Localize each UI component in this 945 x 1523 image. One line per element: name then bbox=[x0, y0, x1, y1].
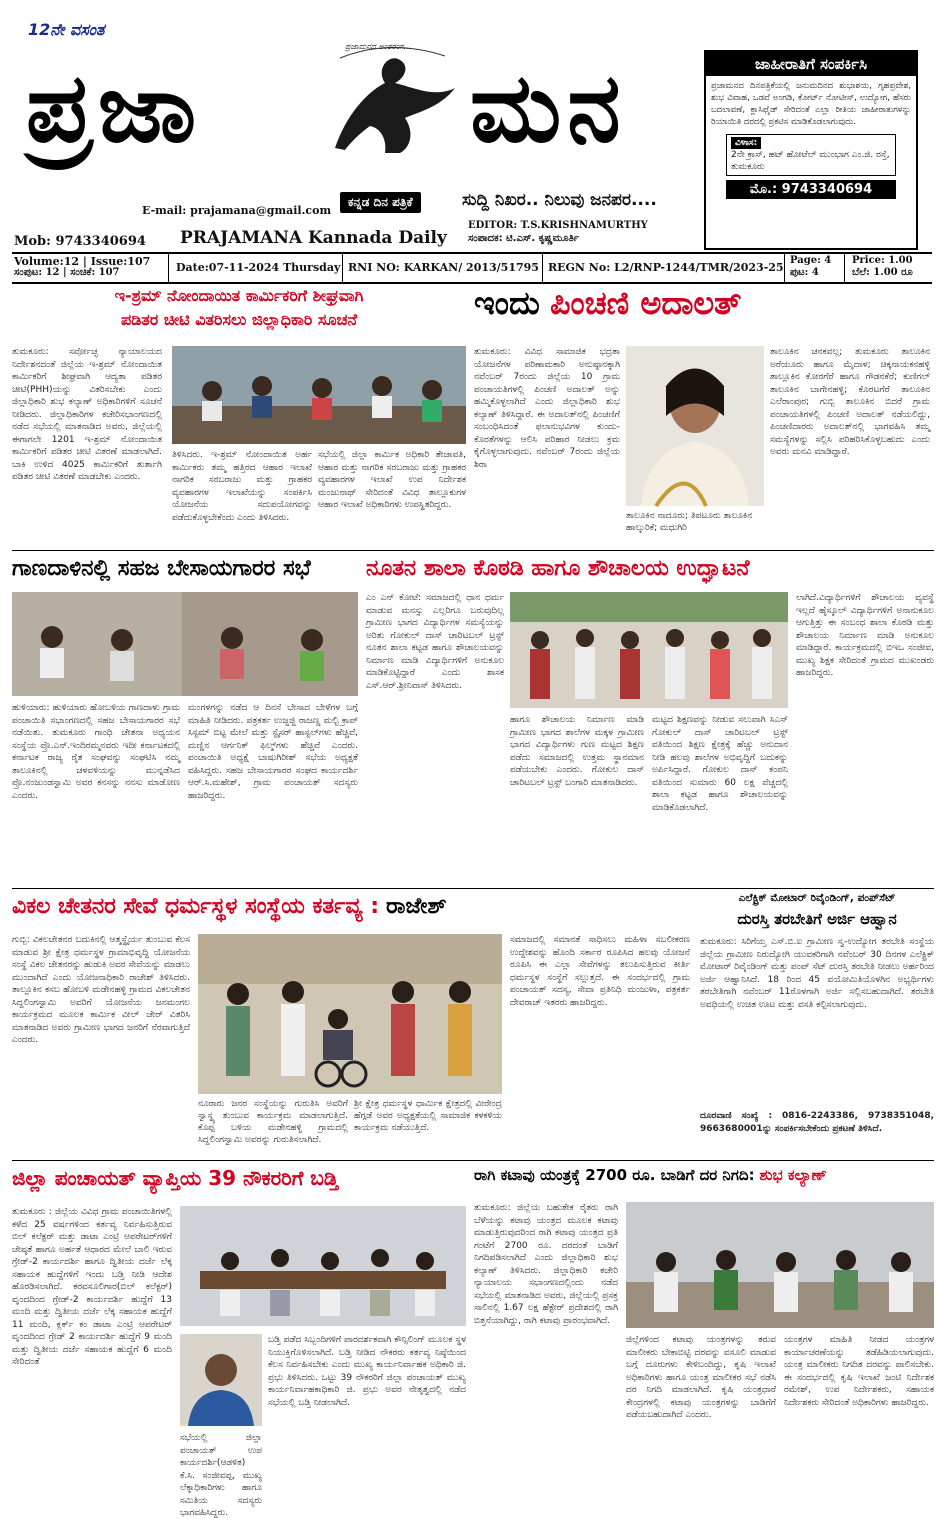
article-body: ತುಮಕೂರು: ವಿವಿಧ ಸಾಮಾಜಿಕ ಭದ್ರತಾ ಯೋಜನೆಗಳ ಪರಿಣಾಮಕಾರಿ ಅನುಷ್ಠಾನಕ್ಕಾಗಿ ನವೆಂಬರ್ 7ರಂದು ಜಿಲ್ಲೆಯ 10 ಗ್ರಾಮ ಪಂಚಾಯತಿಗಳಲ್ಲಿ ಪಿಂಚಣಿ ಅದಾಲತ್ ಅನ್ನು ಹಮ್ಮಿಕೊಳ್ಳಲಾಗಿದೆ ಎಂದು ಜಿಲ್ಲಾಧಿಕಾರಿ ಶುಭ ಕಲ್ಯಾಣ್ ತಿಳಿಸಿದ್ದಾರೆ. ಈ ಅದಾಲತ್‌ನಲ್ಲಿ ಪಿಂಚಣಿಗೆ ಸಂಬಂಧಿಸಿದಂತೆ ಫಲಾನುಭವಿಗಳ ಕುಂದು-ಕೊರತೆಗಳನ್ನು ಆಲಿಸಿ ಪರಿಹಾರ ನೀಡಲು ಕ್ರಮ ಕೈಗೊಳ್ಳಲಾಗುವುದು. ನವೆಂಬರ್ 7ರಂದು ಜಿಲ್ಲೆಯ ಶಿರಾ bbox=[474, 347, 620, 470]
ad-address-box bbox=[726, 134, 896, 176]
article-motor-training bbox=[700, 890, 934, 1158]
article-body: ಮಟ್ಟದ ಶಿಕ್ಷಣವನ್ನು ನೀಡುವ ಸಲುವಾಗಿ ಸಿಎಸ್ ಗೋಕುಲ್ ದಾಸ್ ಚಾರಿಟಬಲ್ ಟ್ರಸ್ಟ್ ವತಿಯಿಂದ ಶಿಕ್ಷಣ ಕ್ಷೇತ್ರಕ್ಕೆ ಹೆಚ್ಚು ಅನುದಾನ ನೀಡಿ ಹಲವು ಶಾಲೆಗಳ ಅಭಿವೃದ್ಧಿಗೆ ಬದುಕನ್ನು ಅರ್ಪಿಸಿದ್ದಾರೆ. ಗೋಕುಲ ದಾಸ್ ಕಂಪನಿ ವತಿಯಿಂದ ಸುಮಾರು 60 ಲಕ್ಷ ವೆಚ್ಚದಲ್ಲಿ ಶಾಲಾ ಕಟ್ಟಡ ಹಾಗೂ ಶೌಚಾಲಯವನ್ನು ಮಾಡಿಕೊಡಲಾಗಿದೆ. bbox=[652, 715, 788, 813]
headline: ಎಲೆಕ್ಟ್ರಿಕ್ ಮೋಟಾರ್ ರಿವೈಂಡಿಂಗ್, ಪಂಪ್‌ಸೆಟ್ bbox=[738, 892, 896, 904]
headline: ದುರಸ್ತಿ ತರಬೇತಿಗೆ ಅರ್ಜಿ ಆಹ್ವಾನ bbox=[737, 910, 897, 928]
article-school-inauguration bbox=[366, 552, 934, 886]
article-body: ತುಮಕೂರು : ಜಿಲ್ಲೆಯ ವಿವಿಧ ಗ್ರಾಮ ಪಂಚಾಯಿತಿಗಳಲ್ಲಿ ಕಳೆದ 25 ವರ್ಷಗಳಿಂದ ಕರ್ತವ್ಯ ನಿರ್ವಹಿಸುತ್ತಿರುವ ಬಿಲ್ ಕಲೆಕ್ಟರ್ ಮತ್ತು ಡಾಟಾ ಎಂಟ್ರಿ ಆಪರೇಟರ್‌ಗಳಿಗೆ ಜೇಷ್ಠತೆ ಹಾಗೂ ಅರ್ಹತೆ ಆಧಾರದ ಮೇಲೆ ಬಾಲಿ ಇರುವ ಗ್ರೇಡ್-2 ಕಾರ್ಯದರ್ಶಿ ಹಾಗೂ ದ್ವಿತೀಯ ದರ್ಜೆ ಲೆಕ್ಕ ಸಹಾಯಕ ಹುದ್ದೆಗಳಿಗೆ ಇಂದು ಬಡ್ತಿ ನೀಡಿ ಆದೇಶ ಹೊರಡಿಸಲಾಗಿದೆ. ಕರವಸೂಲಿಗಾರ(ಬಿಲ್ ಕಲೆಕ್ಟರ್) ವೃಂದದಿಂದ ಗ್ರೇಡ್-2 ಕಾರ್ಯದರ್ಶಿ ಹುದ್ದೆಗೆ 13 ಮಂದಿ ಮತ್ತು ದ್ವಿತೀಯ ದರ್ಜೆ ಲೆಕ್ಕ ಸಹಾಯಕ ಹುದ್ದೆಗೆ 11 ಮಂದಿ, ಕ್ಲರ್ಕ್ ಕಂ ಡಾಟಾ ಎಂಟ್ರಿ ಆಪರೇಟರ್ ವೃಂದದಿಂದ ಗ್ರೇಡ್ 2 ಕಾರ್ಯದರ್ಶಿ ಹುದ್ದೆಗೆ 9 ಮಂದಿ ಮತ್ತು ದ್ವಿತೀಯ ದರ್ಜೆ ಸಹಾಯಕ ಹುದ್ದೆಗೆ 6 ಮಂದಿ ಸೇರಿದಂತೆ bbox=[12, 1207, 172, 1367]
article-eshram bbox=[12, 284, 466, 550]
wheelchair-photo-image bbox=[198, 934, 502, 1094]
masthead-logo bbox=[315, 38, 465, 158]
article-body: ಸಮಾಜದಲ್ಲಿ ಸಮಾನತೆ ಸಾಧಿಸಲು ಮಹಿಳಾ ಸಬಲೀಕರಣ ಉದ್ದೇಶವನ್ನು ಹೊಂದಿ ಸರ್ಕಾರ ರೂಪಿಸಿದ ಹಲವು ಯೋಜನೆ ರೂಪಿಸಿ ಈ ಎಲ್ಲಾ ಸೇವೆಗಳನ್ನು ತಲುಪಿಸುತ್ತಿರುವ ಕೀರ್ತಿ ಧರ್ಮಸ್ಥಳ ಸಂಸ್ಥೆಗೆ ಸಲ್ಲುತ್ತದೆ. ಈ ಸಂದರ್ಭದಲ್ಲಿ ಗ್ರಾಮ ಪಂಚಾಯತ್ ಸದಸ್ಯ, ಸೇವಾ ಪ್ರತಿನಿಧಿ ಮಂಜುಳಾ, ಪತ್ರಕರ್ತ ದೇವರಾಜ್ ಇತರರು ಹಾಜರಿದ್ದರು. bbox=[510, 935, 690, 1008]
promotion-meeting-image bbox=[180, 1206, 466, 1326]
portrait-image bbox=[626, 346, 764, 506]
dancer-logo-icon bbox=[315, 38, 465, 158]
article-body: ಮಂಗಳಗನ್ನು ನಡೆದ ಆ ದಿನಸೆ ಬೇಸಾದ ಬೇಳೆಗಳ ಬಗ್ಗೆ ಮಾಹಿತಿ ನೀಡಿದರು. ಪತ್ರಕರ್ತ ಉಜ್ಜಜ್ಜಿ ರಾಜಣ್ಣ ಮಲ್ಟಿ ಕ್ರಾಪ್ ಸಿಸ್ಟಮ್ ಬಿಟ್ಟ ಮೇಲೆ ಮತ್ತು ಸ್ಟೈಸರ್ ಹಾಸ್ಟಲ್‌ಗಳು ಹೆಚ್ಚಿವೆ, ಮಣ್ಣಿನ ಆರ್ಗನಿಕ್ ಫಿಲ್ಮ್‌ಗಳು ಹೆಚ್ಚಿವೆ ಎಂದರು. ಪಂಚಾಯಿತಿ ಅಧ್ಯಕ್ಷೆ ಬಾಷುಗಿರೀಶ್ ಸಭೆಯ ಅಧ್ಯಕ್ಷತೆ ವಹಿಸಿದ್ದರು. ಸಹಜ ಬೇಸಾಯಗಾರರ ಸಂಘದ ಕಾರ್ಯದರ್ಶಿ ಆರ್.ಸಿ.ಮಹೇಶ್, ಗ್ರಾಮ ಪಂಚಾಯತ್ ಸದಸ್ಯರು ಹಾಜರಿದ್ದರು. bbox=[188, 703, 358, 801]
ad-heading: ಜಾಹೀರಾತಿಗೆ ಸಂಪರ್ಕಿಸಿ bbox=[706, 52, 916, 76]
article-body: ತಿಳಿಸಿದರು. ಇ-ಶ್ರಮ್ ನೋಂದಾಯಿತ ಅರ್ಹ ಕಾರ್ಮಿಕರು ತಮ್ಮ ಹತ್ತಿರದ ಆಹಾರ ಇಲಾಖೆ ನಾಗರಿಕ ಸರಬರಾಜು ಮತ್ತು ಗ್ರಾಹಕರ ವ್ಯವಹಾರಗಳ ಇಲಾಖೆಯನ್ನು ಸಂಪರ್ಕಿಸಿ ಯೋಜನೆಯ ಸದುಪಯೋಗವನ್ನು ಪಡೆದುಕೊಳ್ಳಬೇಕೆಂದು ಎಂದು ತಿಳಿಸಿದರು. bbox=[172, 450, 312, 523]
article-body: ಬಡ್ತಿ ಪಡೆದ ಸಿಬ್ಬಂದಿಗಳಿಗೆ ಪಾರದರ್ಶಕವಾಗಿ ಕೌನ್ಸಿಲಿಂಗ್ ಮೂಲಕ ಸ್ಥಳ ನಿಯುಕ್ತಿಗೊಳಿಸಲಾಗಿದೆ. ಬಡ್ತಿ ನೀಡಿದ ನೌಕರರು ಕರ್ತವ್ಯ ನಿಷ್ಠೆಯಿಂದ ಕೆಲಸ ನಿರ್ವಹಿಸಬೇಕು ಎಂದು ಮುಖ್ಯ ಕಾರ್ಯನಿರ್ವಾಹಕ ಅಧಿಕಾರಿ ಜಿ. ಪ್ರಭು ತಿಳಿಸಿದರು. ಒಟ್ಟು 39 ನೌಕರರಿಗೆ ಜಿಲ್ಲಾ ಪಂಚಾಯತ್ ಮುಖ್ಯ ಕಾರ್ಯನಿರ್ವಾಹಕಾಧಿಕಾರಿ ಜಿ. ಪ್ರಭು ಅವರ ನೇತೃತ್ವದಲ್ಲಿ ನಡೆದ ಸಭೆಯಲ್ಲಿ ಬಡ್ತಿ ನೀಡಲಾಗಿದೆ. bbox=[268, 1335, 466, 1408]
advertisement-box bbox=[704, 50, 918, 250]
inauguration-photo bbox=[510, 592, 788, 708]
promotion-meeting-photo bbox=[180, 1206, 466, 1326]
official-portrait-photo bbox=[626, 346, 764, 506]
meeting-photo-image bbox=[172, 346, 466, 444]
editor-kannada: ಸಂಪಾದಕ: ಟಿ.ಎಸ್. ಕೃಷ್ಣಮೂರ್ತಿ bbox=[468, 233, 579, 244]
photo-caption: ನೂರಾರು ಜನರ ಸಂಸ್ಥೆಯನ್ನು ಗುರುತಿಸಿ ಅವರಿಗೆ ಸ್ವಾಸ್ಥ್ಯ ತುಂಬುವ ಕಾರ್ಯಕ್ರಮ ಮಾಡಲಾಗುತ್ತಿದೆ. ಕೊಪ್ಪ ಬಳಿಯ ಮಡೇನಹಳ್ಳಿ ಗ್ರಾಮದಲ್ಲಿ ಸಿದ್ದಲಿಂಗಸ್ವಾಮಿ ಅವರನ್ನು ಗುರುತಿಸಲಾಗಿದೆ. bbox=[198, 1099, 348, 1145]
contact-info: ದೂರವಾಣಿ ಸಂಖ್ಯೆ : 0816-2243386, 9738351048, 9663680001ನ್ನು ಸಂಪರ್ಕಿಸಬೇಕೆಂದು ಪ್ರಕಟಣೆ ತಿಳಿಸಿದೆ. bbox=[700, 1111, 934, 1134]
article-farmers-meeting bbox=[12, 552, 358, 886]
article-body: ಸಭೆಯಲ್ಲಿ ಜಿಲ್ಲಾ ಕಾರ್ಮಿಕ ಅಧಿಕಾರಿ ತೇಜಾವತಿ, ಆಹಾರ ಮತ್ತು ನಾಗರಿಕ ಸರಬರಾಜು ಮತ್ತು ಗ್ರಾಹಕರ ವ್ಯವಹಾರಗಳ ಇಲಾಖೆ ಉಪ ನಿರ್ದೇಶಕ ಮಂಜುನಾಥ್ ಸೇರಿದಂತೆ ವಿವಿಧ ತಾಲ್ಲೂಕುಗಳ ಆಹಾರ ಇಲಾಖೆ ಅಧಿಕಾರಿಗಳು ಉಪಸ್ಥಿತರಿದ್ದರು. bbox=[318, 450, 466, 510]
headline: ನೂತನ ಶಾಲಾ ಕೊಠಡಿ ಹಾಗೂ ಶೌಚಾಲಯ ಉದ್ಘಾಟನೆ bbox=[366, 556, 750, 581]
headline-red: ಶುಭ ಕಲ್ಯಾಣ್ bbox=[759, 1166, 827, 1184]
meeting-photo bbox=[172, 346, 466, 444]
headline: ಪಡಿತರ ಚೀಟಿ ವಿತರಿಸಲು ಜಿಲ್ಲಾಧಿಕಾರಿ ಸೂಚನೆ bbox=[120, 310, 358, 329]
article-pension-adalat bbox=[474, 284, 934, 550]
headline-black: ರಾಗಿ ಕಟಾವು ಯಂತ್ರಕ್ಕೆ 2700 ರೂ. ಬಾಡಿಗೆ ದರ ನಿಗದಿ: bbox=[474, 1166, 755, 1184]
headline-black: ರಾಜೇಶ್ bbox=[386, 894, 447, 919]
page-number: Page: 4 bbox=[790, 255, 832, 266]
headline bbox=[474, 1166, 934, 1184]
ad-address-label: ವಿಳಾಸ: bbox=[731, 137, 761, 149]
info-bar bbox=[12, 252, 932, 284]
headline-black: ಇಂದು bbox=[474, 284, 540, 322]
ad-body: ಪ್ರಜಾಮನದ ದಿನಪತ್ರಿಕೆಯಲ್ಲಿ ಜನುಮದಿನದ ಶುಭಾಶಯ, ಗೃಹಪ್ರವೇಶ, ಶುಭ ವಿವಾಹ, ಒಡವೆ ಅಂಗಡಿ, ಕೋರ್ಟ್ ನೋಟೀಸ್, ಉದ್ಯೋಗ, ಹೆಸರು ಬದಲಾವಣೆ, ಕ್ಲಾಸಿಫೈಡ್ ಸೇರಿದಂತೆ ಎಲ್ಲಾ ರೀತಿಯ ಜಾಹೀರಾತುಗಳನ್ನು ರಿಯಾಯಿತಿ ದರದಲ್ಲಿ ಪ್ರಕಟಿಸ ಮಾಡಿಕೊಡಲಾಗುವುದು. bbox=[711, 81, 911, 127]
masthead-title-right: ಮನ bbox=[470, 51, 627, 164]
article-body: ಸಭೆಯಲ್ಲಿ ಜಿಲ್ಲಾ ಪಂಚಾಯತ್ ಉಪ ಕಾರ್ಯದರ್ಶಿ(ಆಡಳಿತ) ಕೆ.ಸಿ. ಸಂಜೀವಪ್ಪ, ಮುಖ್ಯ ಲೆಕ್ಕಾಧಿಕಾರಿಗಳು ಹಾಗೂ ಸಮಿತಿಯ ಸದಸ್ಯರು ಭಾಗವಹಿಸಿದ್ದರು. bbox=[180, 1433, 262, 1518]
headline bbox=[474, 284, 934, 323]
headline: ಇ-ಶ್ರಮ್ ನೋಂದಾಯಿತ ಕಾರ್ಮಿಕರಿಗೆ ಶೀಘ್ರವಾಗಿ bbox=[114, 286, 364, 305]
article-body: ತಾಲೂಕಿನ ಚನಕವಲ್ಲ; ತುಮಕೂರು ತಾಲೂಕಿನ ಅರೆಯೂರು ಹಾಗೂ ಮೈದಾಳ; ಚಿಕ್ಕನಾಯಕನಹಳ್ಳಿ ತಾಲ್ಲೂಕಿನ ಕೋರಗೆರೆ ಹಾಗೂ ಗೌಡನಕೆರೆ; ಕುಣಿಗಲ್ ತಾಲೂಕಿನ ಬಾಗೇನಹಳ್ಳಿ; ಕೊರಟಗೆರೆ ತಾಲೂಕಿನ ಎಲೆರಾಂಪುರ; ಗುಬ್ಬಿ ತಾಲೂಕಿನ ಬಿದರೆ ಗ್ರಾಮ ಪಂಚಾಯತಿಗಳಲ್ಲಿ ಪಿಂಚಣಿ ಅದಾಲತ್ ನಡೆಯಲಿದ್ದು, ಪಿಂಚಣಿದಾರರು ಅದಾಲತ್‌ನಲ್ಲಿ ಭಾಗವಹಿಸಿ ತಮ್ಮ ಸಮಸ್ಯೆಗಳನ್ನು ಸಲ್ಲಿಸಿ ಪರಿಹರಿಸಿಕೊಳ್ಳಬಹುದು ಎಂದು ಅವರು ಮನವಿ ಮಾಡಿದ್ದಾರೆ. bbox=[770, 347, 930, 457]
photo-caption: ಶ್ರೀ ಕ್ಷೇತ್ರ ಧರ್ಮಸ್ಥಳ ಧಾರ್ಮಿಕ ಕ್ಷೇತ್ರದಲ್ಲಿ ವೀರೇಂದ್ರ ಹೆಗ್ಗಡೆ ಅವರ ಅಧ್ಯಕ್ಷತೆಯಲ್ಲಿ ಸಾಮಾಜಿಕ ಕಳಕಳಿಯ ಕಾರ್ಯಕ್ರಮ ನಡೆಯುತ್ತಿದೆ. bbox=[354, 1099, 502, 1133]
article-ragi-harvester bbox=[474, 1162, 934, 1512]
article-body: ಯಂತ್ರಗಳ ಮಾಹಿತಿ ನೀಡದ ಯಂತ್ರಗಳ ಕಾರ್ಯಾಚರಣೆಯನ್ನು ತಡೆಹಿಡಿಯಲಾಗುವುದು. ಯಂತ್ರ ಮಾಲೀಕರು ನಿಗದಿತ ದರವನ್ನು ಪಾಲಿಸಬೇಕು. ಈ ಸಂದರ್ಭದಲ್ಲಿ ಕೃಷಿ ಇಲಾಖೆ ಜಂಟಿ ನಿರ್ದೇಶಕ ರಮೇಶ್, ಉಪ ನಿರ್ದೇಶಕರು, ಸಹಾಯಕ ನಿರ್ದೇಶಕರು ಸೇರಿದಂತೆ ಅಧಿಕಾರಿಗಳು ಹಾಜರಿದ್ದರು. bbox=[784, 1335, 934, 1408]
english-name: PRAJAMANA Kannada Daily bbox=[180, 228, 447, 248]
wheelchair-distribution-photo bbox=[198, 934, 502, 1094]
price-kannada: ಬೆಲೆ: 1.00 ರೂ bbox=[852, 267, 913, 278]
headline bbox=[12, 894, 692, 919]
article-body: ತುಮಕೂರು: ಸರ್ವೋಚ್ಛ ನ್ಯಾಯಾಲಯದ ನಿರ್ದೇಶನದಂತೆ ಜಿಲ್ಲೆಯ ಇ-ಶ್ರಮ್ ನೋಂದಾಯಿತ ಕಾರ್ಮಿಕರಿಗೆ ಶೀಘ್ರವಾಗಿ ಆದ್ಯತಾ ಪಡಿತರ ಚೀಟಿ(PHH)ಯನ್ನು ವಿತರಿಸಬೇಕು ಎಂದು ಜಿಲ್ಲಾಧಿಕಾರಿ ಶುಭ ಕಲ್ಯಾಣ್ ಅಧಿಕಾರಿಗಳಿಗೆ ಸೂಚನೆ ನೀಡಿದರು. ಜಿಲ್ಲಾಧಿಕಾರಿಗಳ ಕಚೇರಿಸಭಾಂಗಣದಲ್ಲಿ ನಡೆದ ಸಭೆಯಲ್ಲಿ ಮಾತನಾಡಿದ ಅವರು, ಜಿಲ್ಲೆಯಲ್ಲಿ ಈಗಾಗಲೇ 1201 ಇ-ಶ್ರಮ್ ನೋಂದಾಯಿತ ಕಾರ್ಮಿಕರಿಗೆ ಪಡಿತರ ಚೀಟಿ ವಿತರಣೆ ಮಾಡಲಾಗಿದೆ. ಬಾಕಿ ಉಳಿದ 4025 ಕಾರ್ಮಿಕರಿಗೆ ತುರ್ತಾಗಿ ಪಡಿತರ ಚೀಟಿ ವಿತರಣೆ ಮಾಡಬೇಕು ಎಂದರು. bbox=[12, 347, 162, 482]
farmers-meeting-photo bbox=[12, 592, 358, 696]
headline: ಗಾಣದಾಳಿನಲ್ಲಿ ಸಹಜ ಬೇಸಾಯಗಾರರ ಸಭೆ bbox=[12, 556, 311, 581]
official-photo bbox=[180, 1334, 262, 1426]
headline-red: ವಿಕಲ ಚೇತನರ ಸೇವೆ ಧರ್ಮಸ್ಥಳ ಸಂಸ್ಥೆಯ ಕರ್ತವ್ಯ : bbox=[12, 894, 380, 919]
volume-issue: Volume:12 | Issue:107 bbox=[14, 255, 151, 268]
headline-red: ಪಿಂಚಣಿ ಅದಾಲತ್ bbox=[550, 284, 742, 322]
article-body: ಗುಬ್ಬಿ: ವಿಕಲಚೇತನರ ಬದುಕಿನಲ್ಲಿ ಆತ್ಮಸ್ಥೈರ್ಯ ತುಂಬುವ ಕೆಲಸ ಮಾಡುವ ಶ್ರೀ ಕ್ಷೇತ್ರ ಧರ್ಮಸ್ಥಳ ಗ್ರಾಮಾಭಿವೃದ್ಧಿ ಯೋಜನೆಯ ಸಂಸ್ಥೆ ವಿಕಲ ಚೇತನರನ್ನು ಹುಡುಕಿ ಅವರ ಸೇವೆಯನ್ನು ಮಾಡಲು ಮುಂದಾಗಿದೆ ಎಂದು ಯೋಜನಾಧಿಕಾರಿ ರಾಜೇಶ್ ತಿಳಿಸಿದರು. ತಾಲ್ಲೂಕಿನ ಕಸಬ ಹೋಬಳಿ ಮಡೇನಹಳ್ಳಿ ಗ್ರಾಮದ ವಿಕಲಚೇತನ ಸಿದ್ದಲಿಂಗಸ್ವಾಮಿ ಅವರಿಗೆ ಯೋಜನೆಯ ಜನಮಂಗಲ ಕಾರ್ಯಕ್ರಮದ ಮೂಲಕ ಕಾರ್ಮಿಕ ವೀಲ್ ಚೇರ್ ವಿತರಿಸಿ ಮಾತನಾಡಿದ ಅವರು ಗ್ರಾಮೀಣ ಭಾಗದ ಜನರಿಗೆ ನೆರವಾಗುತ್ತಿದೆ ಎಂದರು. bbox=[12, 935, 190, 1045]
editor-english: EDITOR: T.S.KRISHNAMURTHY bbox=[468, 220, 648, 231]
article-body: ಹಾಗೂ ಶೌಚಾಲಯ ನಿರ್ಮಾಣ ಮಾಡಿ ಗ್ರಾಮೀಣ ಭಾಗದ ಶಾಲೆಗಳ ಮಕ್ಕಳ ಗ್ರಾಮೀಣ ಭಾಗದ ವಿದ್ಯಾರ್ಥಿಗಳು ಗುಣ ಮಟ್ಟದ ಶಿಕ್ಷಣ ಪಡೆದು ಸಮಾಜದಲ್ಲಿ ಉತ್ತಮ ಸ್ಥಾನಮಾನ ಪಡೆಯಬೇಕು ಎಂದರು. ಗೋಕುಲ ದಾಸ್ ಚಾರಿಟಬಲ್ ಟ್ರಸ್ಟ್ ಬಂಗಾರಿ ಮಾತನಾಡಿದರು. bbox=[510, 715, 644, 788]
official-photo-image bbox=[180, 1334, 262, 1426]
tagline: ಸುದ್ದಿ ನಿಖರ.. ನಿಲುವು ಜನಪರ.... bbox=[462, 190, 657, 210]
harvester-meeting-image bbox=[626, 1202, 934, 1328]
rni-number: RNI NO: KARKAN/ 2013/51795 bbox=[348, 261, 539, 274]
logo-arc-text: ಪ್ರಜಾಮನದ ಅಂತರಂಗ... bbox=[345, 42, 412, 51]
ad-phone: ಮೊ.: 9743340694 bbox=[726, 180, 896, 199]
article-body: ತುಮಕೂರು: ಸಿರಿಗೆಯ್ತ ಎಸ್.ಬಿ.ಐ ಗ್ರಾಮೀಣ ಸ್ವ-ಉದ್ಯೋಗ ತರಬೇತಿ ಸಂಸ್ಥೆಯ ಜಿಲ್ಲೆಯ ಗ್ರಾಮೀಣ ನಿರುದ್ಯೋಗಿ ಯುವಕರಿಗಾಗಿ ನವೆಂಬರ್ 30 ದಿನಗಳ ಎಲೆಕ್ಟ್ರಿಕ್ ಮೋಟಾರ್ ರಿವೈಂಡಿಂಗ್ ಮತ್ತು ಪಂಪ್ ಸೆಟ್ ದುರಸ್ತಿ ತರಬೇತಿ ನೀಡಲು ಅರ್ಹರಿಂದ ಅರ್ಜಿ ಆಹ್ವಾನಿಸಿದೆ. 18 ರಿಂದ 45 ವಯೋಮಿತಿಯೊಳಗಿನ ಅಭ್ಯರ್ಥಿಗಳು ತರಬೇತಿಗಾಗಿ ನವೆಂಬರ್ 11ರೊಳಗಾಗಿ ಅರ್ಜಿ ಸಲ್ಲಿಸಬಹುದಾಗಿದೆ. ತರಬೇತಿ ಅವಧಿಯಲ್ಲಿ ಉಚಿತ ಊಟ ಮತ್ತು ವಸತಿ ಕಲ್ಪಿಸಲಾಗುವುದು. bbox=[700, 937, 934, 1010]
volume-issue-kannada: ಸಂಪುಟ: 12 | ಸಂಚಿಕೆ: 107 bbox=[14, 267, 120, 278]
article-body: ಲಾಗಿದೆ.ವಿದ್ಯಾರ್ಥಿಗಳಿಗೆ ಶೌಚಾಲಯ ವ್ಯವಸ್ಥೆ ಇಲ್ಲದೆ ಹೈಸ್ಕೂಲ್ ವಿದ್ಯಾರ್ಥಿಗಳಿಗೆ ಅನಾನುಕೂಲ ಆಗುತ್ತಿತ್ತು ಈ ಸಂಬಂಧ ಶಾಲಾ ಕೊಠಡಿ ಮತ್ತು ಶೌಚಾಲಯ ನಿರ್ಮಾಣ ಮಾಡಿ ಅನುಕೂಲ ಮಾಡಿದ್ದಾರೆ. ಕಾರ್ಯಕ್ರಮದಲ್ಲಿ ಬಿಇಒ ಸಂಜೀವ, ಮುಖ್ಯ ಶಿಕ್ಷಕ ಸೇರಿದಂತೆ ಗ್ರಾಮದ ಮುಖಂಡರು ಹಾಜರಿದ್ದರು. bbox=[796, 593, 934, 678]
photo-caption: ತಾಲೂಕಿನ ನಾದೂರು; ತಿಪಟೂರು ತಾಲೂಕಿನ ಹಾಲ್ಕುರಿಕೆ; ಮಧುಗಿರಿ bbox=[626, 511, 753, 533]
masthead bbox=[0, 0, 700, 250]
article-body: ತುಮಕೂರು: ಜಿಲ್ಲೆಯ ಬಹುತೇಕ ರೈತರು ರಾಗಿ ಬೆಳೆಯನ್ನು ಕಟಾವು ಯಂತ್ರದ ಮೂಲಕ ಕಟಾವು ಮಾಡುತ್ತಿರುವುದರಿಂದ ರಾಗಿ ಕಟಾವು ಯಂತ್ರದ ಪ್ರತಿ ಗಂಟೆಗೆ 2700 ರೂ. ದರದಂತೆ ಬಾಡಿಗೆ ನಿಗದಿಪಡಿಸಲಾಗಿದೆ ಎಂದು ಜಿಲ್ಲಾಧಿಕಾರಿ ಶುಭ ಕಲ್ಯಾಣ್ ತಿಳಿಸಿದರು. ಜಿಲ್ಲಾಧಿಕಾರಿ ಕಚೇರಿ ನ್ಯಾಯಾಲಯ ಸಭಾಂಗಣದಲ್ಲಿಂದು ನಡೆದ ಸಭೆಯಲ್ಲಿ ಮಾತನಾಡಿದ ಅವರು, ಜಿಲ್ಲೆಯಲ್ಲಿ ಪ್ರಸಕ್ತ ಸಾಲಿನಲ್ಲಿ 1.67 ಲಕ್ಷ ಹೆಕ್ಟೇರ್ ಪ್ರದೇಶದಲ್ಲಿ ರಾಗಿ ಬಿತ್ತನೆಯಾಗಿದ್ದು, ರಾಗಿ ಕಟಾವು ಪ್ರಾರಂಭವಾಗಿದೆ. bbox=[474, 1203, 618, 1326]
mobile-number: Mob: 9743340694 bbox=[14, 234, 146, 249]
ad-address: 2ನೇ ಕ್ರಾಸ್, ಹಟ್ ಹೋಟೆಲ್ ಮುಂಭಾಗ ಎಂ.ಜಿ. ರಸ್ತೆ, ತುಮಕೂರು bbox=[731, 150, 890, 172]
article-body: ಜಿಲ್ಲೆಗಳಿಂದ ಕಟಾವು ಯಂತ್ರಗಳನ್ನು ತರುವ ಮಾಲೀಕರು ಬೇಕಾಬಿಟ್ಟಿ ದರವನ್ನು ವಸೂಲಿ ಮಾಡುವ ಬಗ್ಗೆ ದೂರುಗಳು ಕೇಳಿಬಂದಿದ್ದು, ಕೃಷಿ ಇಲಾಖೆ ಅಧಿಕಾರಿಗಳು ಹಾಗೂ ಯಂತ್ರ ಮಾಲೀಕರ ಸಭೆ ನಡೆಸಿ ದರ ನಿಗದಿ ಮಾಡಲಾಗಿದೆ. ಕೃಷಿ ಯಂತ್ರಧಾರೆ ಕೇಂದ್ರಗಳಲ್ಲಿ ಕಟಾವು ಯಂತ್ರಗಳನ್ನು ಬಾಡಿಗೆಗೆ ಪಡೆಯಬಹುದಾಗಿದೆ ಎಂದರು. bbox=[626, 1335, 776, 1420]
article-body: ಹುಳಿಯಾರು: ಹುಳಿಯಾರು ಹೋಬಳಿಯ ಗಾಣದಾಳು ಗ್ರಾಮ ಪಂಚಾಯಿತಿ ಸಭಾಂಗಣದಲ್ಲಿ ಸಹಜ ಬೇಸಾಯಗಾರರ ಸಭೆ ನಡೆಯಿತು. ತುಮಕೂರು ಗಾಂಧಿ ಚೇತನಾ ಅಧ್ಯಯನ ಸಂಸ್ಥೆಯ ಪ್ರೊ.ಎನ್.ಇಂದಿರಮ್ಮನವರು ಇದೀ ಕರ್ನಾಟಕದಲ್ಲಿ ಕರ್ನಾಟಕ ರಾಜ್ಯ ರೈತ ಸಂಘವನ್ನು ಸಂಘಟಿಸಿ ನಮ್ಮ ತಾಲೂಕಿನಲ್ಲಿ ಚಳವಳಿಯನ್ನು ಮುನ್ನಡೆಸಿದ ಪ್ರೊ.ನಂಜುಂಡಸ್ವಾಮಿ ಅವರ ಕನಸನ್ನು ನನಸು ಮಾಡೋಣ ಎಂದರು. bbox=[12, 703, 180, 801]
inauguration-photo-image bbox=[510, 592, 788, 708]
registration-number: REGN No: L2/RNP-1244/TMR/2023-25 bbox=[548, 261, 784, 274]
anniversary-badge: 12ನೇ ವಸಂತ bbox=[28, 20, 105, 39]
article-panchayat-promotion bbox=[12, 1162, 466, 1518]
masthead-title-left: ಪ್ರಜಾ bbox=[26, 51, 203, 164]
article-dharmasthala bbox=[12, 890, 692, 1158]
page-number-kannada: ಪುಟ: 4 bbox=[790, 267, 819, 278]
price: Price: 1.00 bbox=[852, 255, 913, 266]
harvester-meeting-photo bbox=[626, 1202, 934, 1328]
headline: ಜಿಲ್ಲಾ ಪಂಚಾಯತ್ ವ್ಯಾಪ್ತಿಯ 39 ನೌಕರರಿಗೆ ಬಡ್ತಿ bbox=[12, 1166, 339, 1190]
farmers-photo-image bbox=[12, 592, 358, 696]
email: E-mail: prajamana@gmail.com bbox=[142, 204, 332, 217]
article-body: ಎಂ ಎನ್ ಕೋಟೆ: ಸಮಾಜದಲ್ಲಿ ಧಾನ ಧರ್ಮ ಮಾಡುವ ಮನಸ್ಸು ಎಲ್ಲರಿಗೂ ಬರುವುದಿಲ್ಲ ಗ್ರಾಮೀಣ ಭಾಗದ ವಿದ್ಯಾರ್ಥಿಗಳ ಸಮಸ್ಯೆಯನ್ನು ಅರಿತು ಗೋಕುಲ್ ದಾಸ್ ಚಾರಿಟಬಲ್ ಟ್ರಸ್ಟ್ ನೂತನ ಶಾಲಾ ಕಟ್ಟಡ ಹಾಗೂ ಶೌಚಾಲಯವನ್ನು ನಿರ್ಮಾಣ ಮಾಡಿ ವಿದ್ಯಾರ್ಥಿಗಳಿಗೆ ಅನುಕೂಲ ಮಾಡಿಕೊಟ್ಟಿದ್ದಾರೆ ಎಂದು ಶಾಸಕ ಎಸ್.ಆರ್.ಶ್ರೀನಿವಾಸ್ ತಿಳಿಸಿದರು. bbox=[366, 593, 504, 691]
issue-date: Date:07-11-2024 Thursday bbox=[176, 261, 341, 274]
newspaper-type-badge: ಕನ್ನಡ ದಿನ ಪತ್ರಿಕೆ bbox=[340, 192, 421, 213]
